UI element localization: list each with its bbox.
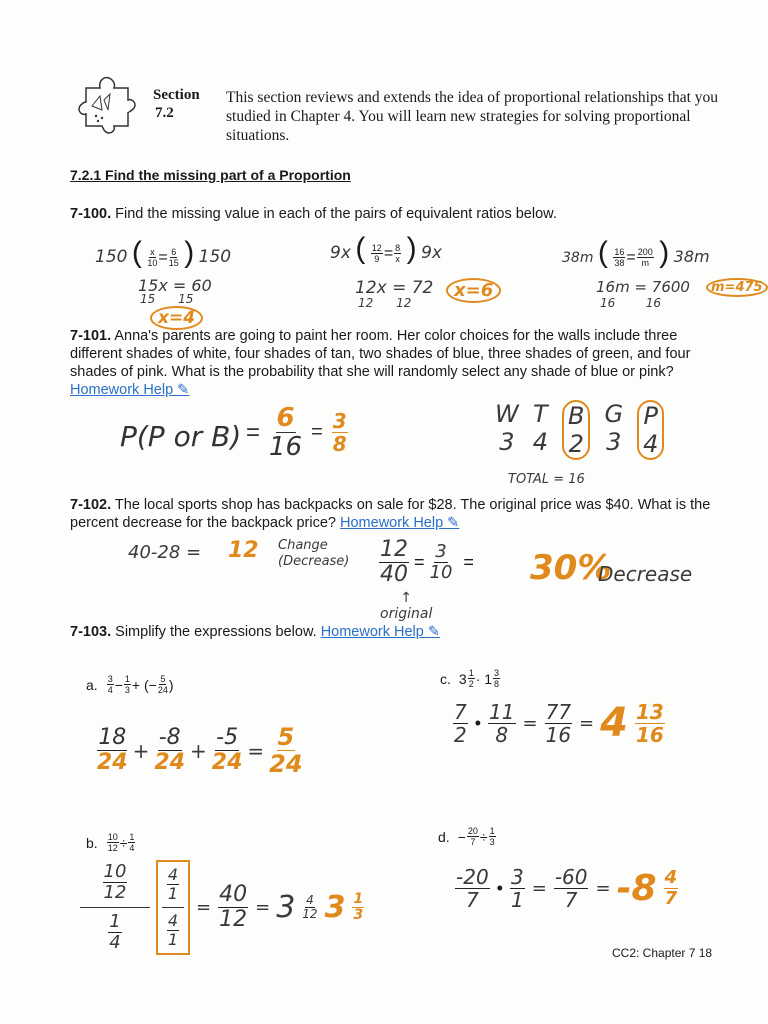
percent-answer: 30% [530, 548, 612, 588]
col-green: G 3 [604, 400, 624, 456]
part-c-work: $\frac{7}{2}$ • $\frac{11}{8}$ = $\frac{77}{16}$ = 4 $\frac{13}{16}$ [454, 699, 664, 747]
homework-help-link[interactable]: Homework Help ✎ [70, 382, 190, 398]
homework-help-link[interactable]: Homework Help ✎ [340, 515, 460, 531]
difference-work: 40-28 = [128, 542, 202, 563]
part-c: c. 3 $\frac{1}{2}$ · 1 $\frac{3}{8}$ [440, 668, 500, 689]
proportion-2: 9x ( $\frac{12}{9}$ = $\frac{8}{x}$ ) 9x [330, 232, 442, 265]
proportion-3-div: 16 16 [600, 296, 662, 310]
col-blue: B 2 [562, 400, 590, 460]
subsection-title: 7.2.1 Find the missing part of a Proportion [70, 167, 351, 183]
section-number: 7.2 [155, 105, 174, 121]
proportion-1-answer: x=4 [150, 306, 203, 330]
percent-answer-word: Decrease [598, 562, 693, 586]
page-footer: CC2: Chapter 7 18 [612, 946, 713, 960]
original-note: ↑ original [380, 590, 433, 622]
probability-fraction: = $\frac{6}{16}$ = $\frac{3}{8}$ [246, 403, 347, 462]
part-d: d. − $\frac{20}{7}$ ÷ $\frac{1}{3}$ [438, 826, 495, 847]
section-label: Section [153, 87, 200, 103]
proportion-3-answer: m=475 [706, 278, 768, 297]
question-7-102: 7-102. The local sports shop has backpacks on sale for $28. The original price was $40. What is the percent decrease for the backpack price? Homework Help ✎ [70, 497, 711, 531]
part-b: b. $\frac{10}{12}$ ÷ $\frac{1}{4}$ [86, 832, 135, 853]
proportion-3-step: 16m = 7600 [596, 278, 690, 296]
part-d-work: $\frac{-20}{7}$ • $\frac{3}{1}$ = $\frac{-60}{7}$ = -8 $\frac{4}{7}$ [456, 865, 678, 912]
proportion-1-step: 15x = 60 [138, 276, 212, 295]
proportion-1-div: 15 15 [140, 292, 194, 306]
total-count: TOTAL = 16 [508, 472, 585, 487]
proportion-2-answer: x=6 [446, 278, 501, 303]
section-intro: This section reviews and extends the idea of proportional relationships that you studied in Chapter 4. You will learn new strategies for solving proportional situations. [226, 89, 719, 144]
proportion-2-div: 12 12 [358, 296, 412, 310]
color-count-table [495, 400, 664, 460]
percent-fraction: $\frac{12}{40}$ = $\frac{3}{10}$ = [380, 537, 474, 587]
change-note: Change (Decrease) [278, 538, 350, 569]
question-7-101: 7-101. Anna's parents are going to paint her room. Her color choices for the walls include three different shades of white, four shades of tan, two shades of blue, three shades of green, and four shades of pink. What is the probability that she will randomly select any shade of blue or pink? Homework Help ✎ [70, 328, 691, 398]
difference-result: 12 [228, 538, 259, 563]
col-tan: T 4 [532, 400, 549, 456]
homework-help-link[interactable]: Homework Help ✎ [320, 624, 441, 640]
question-7-100: 7-100. Find the missing value in each of the pairs of equivalent ratios below. [70, 206, 557, 222]
probability-label: P(P or B) [120, 420, 242, 453]
puzzle-piece-icon [72, 66, 142, 136]
col-white: W 3 [495, 400, 519, 456]
proportion-3: 38m ( $\frac{16}{38}$ = $\frac{200}{m}$ ) 38m [562, 236, 710, 269]
part-a: a. $\frac{3}{4}$ − $\frac{1}{3}$ + (− $\frac{5}{24}$ ) [86, 674, 174, 695]
question-7-103: 7-103. Simplify the expressions below. Homework Help ✎ [70, 624, 441, 640]
part-b-work: $\frac{10}{12}$ $\frac{1}{4}$ $\frac{4}{1}$ $\frac{4}{1}$ = $\frac{40}{12}$ = 3 $\frac{4}{12}$ 3 $\frac{1}{3}$ [80, 860, 365, 955]
part-a-work: $\frac{18}{24}$ + $\frac{-8}{24}$ + $\frac{-5}{24}$ = $\frac{5}{24}$ [97, 723, 303, 778]
proportion-2-step: 12x = 72 [355, 278, 434, 298]
proportion-1: 150 ( $\frac{x}{10}$ = $\frac{6}{15}$ ) 150 [95, 236, 232, 269]
col-pink: P 4 [637, 400, 664, 460]
